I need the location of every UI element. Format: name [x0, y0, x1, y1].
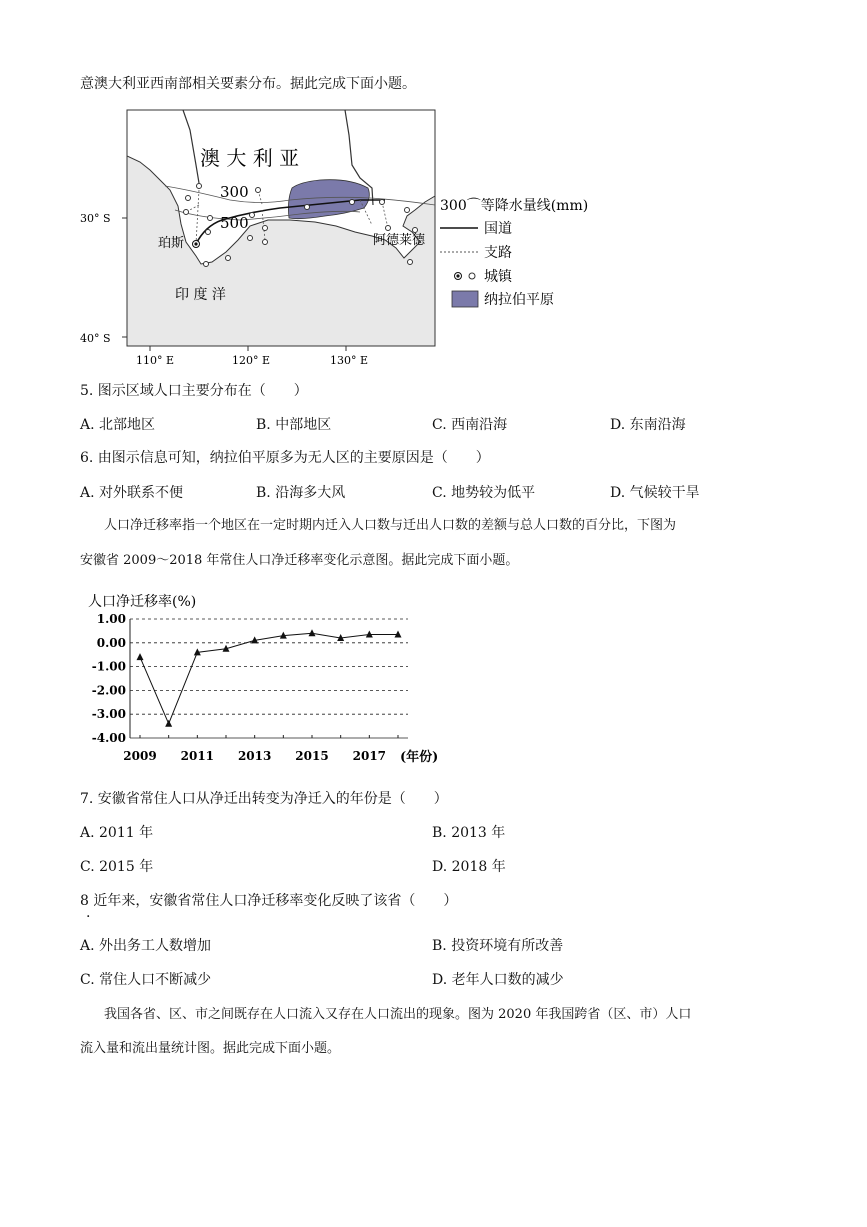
q7-option-b[interactable]: B. 2013 年: [432, 825, 506, 841]
q6-option-a[interactable]: A. 对外联系不便: [80, 485, 184, 501]
ocean-label: 印 度 洋: [175, 287, 226, 303]
q7-stem: 7. 安徽省常住人口从净迁出转变为净迁入的年份是（ ）: [80, 791, 448, 807]
intro2-line2: 安徽省 2009～2018 年常住人口净迁移率变化示意图。据此完成下面小题。: [80, 553, 519, 568]
data-point-marker: [395, 630, 402, 637]
net-migration-chart: [78, 588, 458, 774]
region-label: 澳 大 利 亚: [200, 146, 300, 170]
q6-option-c[interactable]: C. 地势较为低平: [432, 485, 536, 501]
y-tick-label: -3.00: [91, 707, 126, 722]
lon-130-label: 130° E: [330, 354, 369, 367]
intro3-line1: 我国各省、区、市之间既存在人口流入又存在人口流出的现象。图为 2020 年我国跨省（区、市）人口: [104, 1007, 692, 1022]
q5-stem: 5. 图示区域人口主要分布在（ ）: [80, 383, 308, 399]
intro3-line2: 流入量和流出量统计图。据此完成下面小题。: [80, 1041, 341, 1056]
x-tick-label: 2009: [123, 749, 157, 763]
q8-dot: .: [86, 905, 91, 921]
y-tick-label: -1.00: [91, 659, 126, 674]
q6-option-b[interactable]: B. 沿海多大风: [256, 485, 346, 501]
legend-isohyet: 300⌒等降水量线(mm): [440, 198, 589, 214]
legend-highway: 国道: [484, 221, 512, 237]
y-tick-label: 1.00: [96, 612, 126, 626]
q6-option-d[interactable]: D. 气候较干旱: [610, 485, 700, 501]
q5-option-a[interactable]: A. 北部地区: [80, 417, 156, 433]
lat-40-label: 40° S: [80, 332, 111, 345]
intro-text: 意澳大利亚西南部相关要素分布。据此完成下面小题。: [80, 76, 416, 92]
intro2-line1: 人口净迁移率指一个地区在一定时期内迁入人口数与迁出人口数的差额与总人口数的百分比，下图为: [104, 518, 677, 533]
data-point-marker: [165, 720, 172, 727]
lon-120-label: 120° E: [232, 354, 271, 367]
q8-option-a[interactable]: A. 外出务工人数增加: [80, 938, 212, 954]
isohyet-300-label: 300: [220, 183, 249, 201]
adelaide-label: 阿德莱德: [373, 233, 426, 248]
q5-option-b[interactable]: B. 中部地区: [256, 417, 332, 433]
x-tick-label: 2015: [295, 749, 329, 763]
legend-plain: 纳拉伯平原: [484, 292, 554, 308]
q7-option-c[interactable]: C. 2015 年: [80, 859, 154, 875]
q7-option-d[interactable]: D. 2018 年: [432, 859, 506, 875]
q5-option-c[interactable]: C. 西南沿海: [432, 417, 508, 433]
perth-label: 珀斯: [158, 236, 185, 251]
legend-town: 城镇: [484, 269, 512, 285]
x-axis-label: (年份): [400, 750, 439, 765]
lon-110-label: 110° E: [136, 354, 175, 367]
y-tick-label: 0.00: [96, 635, 126, 650]
chart-title: 人口净迁移率(%): [88, 594, 197, 610]
q8-stem: 8 近年来，安徽省常住人口净迁移率变化反映了该省（ ）: [80, 893, 458, 909]
q6-stem: 6. 由图示信息可知，纳拉伯平原多为无人区的主要原因是（ ）: [80, 450, 490, 466]
australia-map: [78, 104, 618, 374]
q5-option-d[interactable]: D. 东南沿海: [610, 417, 686, 433]
x-tick-label: 2017: [352, 749, 387, 763]
y-tick-label: -2.00: [91, 683, 126, 698]
data-point-marker: [366, 630, 373, 637]
q8-option-c[interactable]: C. 常住人口不断减少: [80, 972, 212, 988]
series-line: [140, 633, 398, 723]
isohyet-500-label: 500: [220, 214, 249, 232]
q8-option-b[interactable]: B. 投资环境有所改善: [432, 938, 564, 954]
y-tick-label: -4.00: [91, 731, 126, 745]
x-tick-label: 2013: [237, 749, 272, 763]
data-point-marker: [309, 629, 316, 636]
data-point-marker: [137, 653, 144, 660]
lat-30-label: 30° S: [80, 212, 111, 225]
legend-branch: 支路: [484, 245, 512, 261]
q7-option-a[interactable]: A. 2011 年: [80, 825, 154, 841]
q8-option-d[interactable]: D. 老年人口数的减少: [432, 972, 564, 988]
x-tick-label: 2011: [180, 749, 215, 763]
